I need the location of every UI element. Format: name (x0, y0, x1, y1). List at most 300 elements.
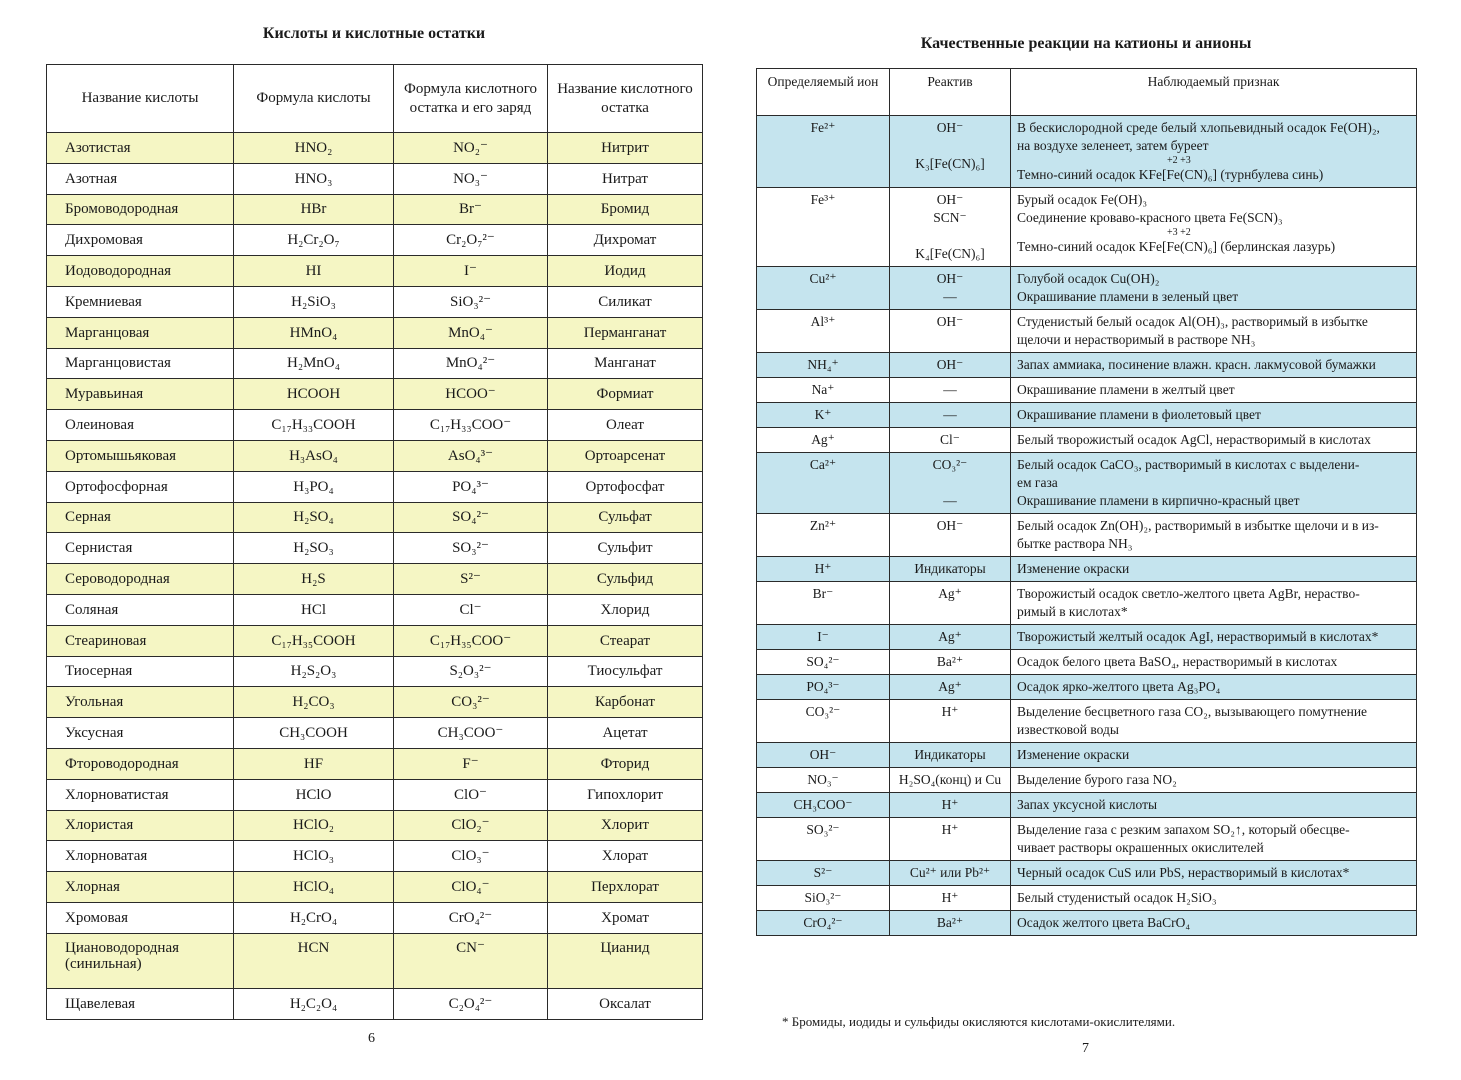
sign-cell (1011, 625, 1417, 650)
ion-cell: Ca²⁺ (757, 453, 890, 514)
reagent-cell (890, 428, 1011, 453)
sign-cell (1011, 188, 1417, 267)
residue-name-cell: Хромат (548, 902, 703, 933)
residue-formula-cell: F⁻ (394, 748, 548, 779)
sign-cell (1011, 793, 1417, 818)
ion-cell: NO₃⁻ (757, 768, 890, 793)
acid-row (47, 718, 703, 749)
sign-cell (1011, 403, 1417, 428)
sign-line: Окрашивание пламени в желтый цвет (1017, 382, 1235, 397)
acid-name-cell: Уксусная (47, 718, 234, 749)
reagent-line: H⁺ (941, 797, 959, 812)
residue-name-cell: Перхлорат (548, 872, 703, 903)
residue-formula-cell: ClO₃⁻ (394, 841, 548, 872)
reagent-cell (890, 793, 1011, 818)
reaction-row (757, 514, 1417, 557)
residue-name-cell: Хлорид (548, 594, 703, 625)
reagent-line: OH⁻ (936, 357, 964, 372)
reaction-row (757, 861, 1417, 886)
ion-cell: SO₄²⁻ (757, 650, 890, 675)
reaction-row (757, 793, 1417, 818)
reagent-line: OH⁻ (936, 192, 964, 207)
acid-name-cell: Бромоводородная (47, 194, 234, 225)
residue-formula-cell: CO₃²⁻ (394, 687, 548, 718)
acid-name-cell: Фтороводородная (47, 748, 234, 779)
residue-formula-cell: Cl⁻ (394, 594, 548, 625)
residue-name-cell: Силикат (548, 286, 703, 317)
acid-row (47, 256, 703, 287)
sign-line: Выделение бесцветного газа CO₂, вызывающего помутнение (1017, 704, 1368, 719)
acids-title: Кислоты и кислотные остатки (262, 25, 486, 42)
sign-line: известковой воды (1017, 722, 1119, 737)
ion-cell: Cu²⁺ (757, 267, 890, 310)
sign-line: бытке раствора NH₃ (1017, 536, 1133, 551)
acid-name-cell: Олеиновая (47, 410, 234, 441)
residue-name-cell: Перманганат (548, 317, 703, 348)
ion-cell: PO₄³⁻ (757, 675, 890, 700)
acid-formula-cell: H₃AsO₄ (234, 440, 394, 471)
reaction-row (757, 428, 1417, 453)
sign-line: Изменение окраски (1017, 747, 1130, 762)
residue-formula-cell: AsO₄³⁻ (394, 440, 548, 471)
sign-line: Соединение кроваво-красного цвета Fe(SCN)₃ (1017, 210, 1283, 225)
acid-formula-cell: H₂SO₄ (234, 502, 394, 533)
acid-formula-cell: HMnO₄ (234, 317, 394, 348)
reagent-line: Ag⁺ (938, 679, 962, 694)
reagent-cell (890, 625, 1011, 650)
residue-formula-cell: I⁻ (394, 256, 548, 287)
sign-line: Белый студенистый осадок H₂SiO₃ (1017, 890, 1217, 905)
reagent-cell (890, 353, 1011, 378)
sign-line: В бескислородной среде белый хлопьевидный осадок Fe(OH)₂, (1017, 120, 1380, 135)
residue-name-cell: Сульфит (548, 533, 703, 564)
acid-name-cell: Угольная (47, 687, 234, 718)
reagent-cell (890, 582, 1011, 625)
acid-row (47, 348, 703, 379)
acid-name-cell: Тиосерная (47, 656, 234, 687)
reagent-cell (890, 818, 1011, 861)
acid-row (47, 687, 703, 718)
ion-cell: Na⁺ (757, 378, 890, 403)
sign-cell (1011, 353, 1417, 378)
residue-formula-cell: S²⁻ (394, 564, 548, 595)
reagent-cell (890, 650, 1011, 675)
residue-formula-cell: ClO₂⁻ (394, 810, 548, 841)
acid-formula-cell: HI (234, 256, 394, 287)
residue-name-cell: Манганат (548, 348, 703, 379)
acid-formula-cell: H₂Cr₂O₇ (234, 225, 394, 256)
acid-formula-cell: HNO₃ (234, 163, 394, 194)
acid-name-cell: Ортомышьяковая (47, 440, 234, 471)
reagent-cell (890, 403, 1011, 428)
header-reagent: Реактив (890, 69, 1011, 116)
sign-line: Окрашивание пламени в кирпично-красный цвет (1017, 493, 1300, 508)
reagent-line: Ag⁺ (938, 586, 962, 601)
acid-formula-cell: HClO₂ (234, 810, 394, 841)
acid-row (47, 872, 703, 903)
reactions-title: Качественные реакции на катионы и анионы (920, 35, 1252, 52)
reagent-line: SCN⁻ (933, 210, 967, 225)
acid-name-cell: Ортофосфорная (47, 471, 234, 502)
reagent-line: Ba²⁺ (936, 915, 964, 930)
reaction-row (757, 310, 1417, 353)
sign-line: Выделение газа с резким запахом SO₂↑, который обесцве- (1017, 822, 1350, 837)
reaction-row (757, 267, 1417, 310)
acid-row (47, 163, 703, 194)
reagent-line: Cl⁻ (940, 432, 960, 447)
acid-formula-cell: H₃PO₄ (234, 471, 394, 502)
acid-row (47, 133, 703, 164)
reaction-row (757, 700, 1417, 743)
reaction-row (757, 743, 1417, 768)
residue-name-cell: Сульфат (548, 502, 703, 533)
acid-name-cell: Азотистая (47, 133, 234, 164)
residue-formula-cell: C₂O₄²⁻ (394, 988, 548, 1019)
header-acid-name: Название кислоты (47, 65, 234, 133)
sign-cell (1011, 514, 1417, 557)
acid-row (47, 379, 703, 410)
acid-formula-cell: H₂SiO₃ (234, 286, 394, 317)
sign-line: Осадок желтого цвета BaCrO₄ (1017, 915, 1191, 930)
sign-cell (1011, 911, 1417, 936)
acid-name-cell: Иодоводородная (47, 256, 234, 287)
reagent-line: Ag⁺ (938, 629, 962, 644)
reagent-line: OH⁻ (936, 120, 964, 135)
ion-cell: Fe³⁺ (757, 188, 890, 267)
reaction-row (757, 911, 1417, 936)
residue-name-cell: Нитрат (548, 163, 703, 194)
ion-cell: Br⁻ (757, 582, 890, 625)
reagent-line: K₄[Fe(CN)₆] (915, 246, 985, 261)
residue-name-cell: Дихромат (548, 225, 703, 256)
reaction-row (757, 650, 1417, 675)
header-sign: Наблюдаемый признак (1011, 69, 1417, 116)
acid-formula-cell: HCN (234, 933, 394, 988)
reagent-line: H₂SO₄(конц) и Cu (898, 772, 1002, 787)
acid-row (47, 779, 703, 810)
reagent-line: OH⁻ (936, 271, 964, 286)
acid-row (47, 317, 703, 348)
sign-cell (1011, 818, 1417, 861)
acids-table (46, 64, 703, 1020)
residue-formula-cell: SiO₃²⁻ (394, 286, 548, 317)
acid-row (47, 933, 703, 988)
sign-cell (1011, 886, 1417, 911)
reagent-line: Индикаторы (914, 747, 986, 762)
reagent-line: Cu²⁺ или Pb²⁺ (909, 865, 991, 880)
residue-formula-cell: C₁₇H₃₅COO⁻ (394, 625, 548, 656)
reagent-line: OH⁻ (936, 518, 964, 533)
acid-name-cell: Дихромовая (47, 225, 234, 256)
reagent-line: H⁺ (941, 822, 959, 837)
sign-cell (1011, 582, 1417, 625)
reaction-row (757, 582, 1417, 625)
reagent-line (896, 137, 1004, 155)
acid-formula-cell: C₁₇H₃₅COOH (234, 625, 394, 656)
reaction-row (757, 557, 1417, 582)
ion-cell: Ag⁺ (757, 428, 890, 453)
acid-name-cell: Стеариновая (47, 625, 234, 656)
acid-formula-cell: CH₃COOH (234, 718, 394, 749)
ion-cell: H⁺ (757, 557, 890, 582)
reagent-line: H⁺ (941, 704, 959, 719)
acid-name-cell: Хромовая (47, 902, 234, 933)
residue-name-cell: Фторид (548, 748, 703, 779)
reactions-table (756, 68, 1417, 936)
sign-line: Темно-синий осадок KFe[Fe(CN)₆] (берлинская лазурь) (1017, 239, 1336, 254)
acid-row (47, 988, 703, 1019)
sign-line: щелочи и нерастворимый в растворе NH₃ (1017, 332, 1256, 347)
reactions-header-row (757, 69, 1417, 116)
reaction-row (757, 675, 1417, 700)
residue-formula-cell: MnO₄²⁻ (394, 348, 548, 379)
acid-name-cell: Хлорноватая (47, 841, 234, 872)
acid-name-cell: Хлорноватистая (47, 779, 234, 810)
acid-formula-cell: HCl (234, 594, 394, 625)
reaction-row (757, 818, 1417, 861)
sign-cell (1011, 743, 1417, 768)
sign-line: римый в кислотах* (1017, 604, 1128, 619)
reaction-row (757, 768, 1417, 793)
residue-formula-cell: CN⁻ (394, 933, 548, 988)
residue-formula-cell: SO₄²⁻ (394, 502, 548, 533)
acid-row (47, 810, 703, 841)
ion-cell: SiO₃²⁻ (757, 886, 890, 911)
residue-formula-cell: ClO⁻ (394, 779, 548, 810)
acid-row (47, 902, 703, 933)
reagent-line: K₃[Fe(CN)₆] (915, 156, 985, 171)
reaction-row (757, 353, 1417, 378)
sign-line: Осадок ярко-желтого цвета Ag₃PO₄ (1017, 679, 1221, 694)
reagent-line (896, 474, 1004, 492)
acid-formula-cell: HClO₄ (234, 872, 394, 903)
residue-formula-cell: PO₄³⁻ (394, 471, 548, 502)
residue-name-cell: Сульфид (548, 564, 703, 595)
acid-name-cell: Марганцовистая (47, 348, 234, 379)
reagent-line: — (943, 289, 957, 304)
sign-line: на воздухе зеленеет, затем буреет (1017, 138, 1209, 153)
left-page (0, 0, 730, 1080)
right-page (730, 0, 1461, 1080)
acid-formula-cell: HF (234, 748, 394, 779)
ion-cell: SO₃²⁻ (757, 818, 890, 861)
sign-cell (1011, 700, 1417, 743)
residue-formula-cell: HCOO⁻ (394, 379, 548, 410)
sign-cell (1011, 310, 1417, 353)
sign-line: ем газа (1017, 475, 1058, 490)
reagent-cell (890, 116, 1011, 188)
residue-name-cell: Стеарат (548, 625, 703, 656)
sign-line: Темно-синий осадок KFe[Fe(CN)₆] (турнбулева синь) (1017, 167, 1324, 182)
sign-cell (1011, 378, 1417, 403)
reagent-cell (890, 700, 1011, 743)
ion-cell: CH₃COO⁻ (757, 793, 890, 818)
sign-line: +3 +2 (1167, 227, 1191, 238)
residue-name-cell: Карбонат (548, 687, 703, 718)
residue-formula-cell: CH₃COO⁻ (394, 718, 548, 749)
acid-formula-cell: HCOOH (234, 379, 394, 410)
ion-cell: K⁺ (757, 403, 890, 428)
sign-line: Голубой осадок Cu(OH)₂ (1017, 271, 1160, 286)
acid-row (47, 656, 703, 687)
reagent-cell (890, 557, 1011, 582)
acid-name-cell: Циановодородная (синильная) (47, 933, 234, 988)
acid-formula-cell: H₂S₂O₃ (234, 656, 394, 687)
reagent-line (896, 227, 1004, 245)
residue-name-cell: Бромид (548, 194, 703, 225)
sign-cell (1011, 267, 1417, 310)
reaction-row (757, 403, 1417, 428)
reagent-cell (890, 188, 1011, 267)
residue-formula-cell: NO₃⁻ (394, 163, 548, 194)
acid-name-cell: Азотная (47, 163, 234, 194)
ion-cell: CrO₄²⁻ (757, 911, 890, 936)
sign-cell (1011, 453, 1417, 514)
acid-row (47, 471, 703, 502)
reaction-row (757, 116, 1417, 188)
sign-line: Творожистый осадок светло-желтого цвета AgBr, нераство- (1017, 586, 1360, 601)
residue-name-cell: Ацетат (548, 718, 703, 749)
residue-formula-cell: MnO₄⁻ (394, 317, 548, 348)
residue-name-cell: Хлорат (548, 841, 703, 872)
sign-line: Запах уксусной кислоты (1017, 797, 1158, 812)
sign-cell (1011, 116, 1417, 188)
acid-name-cell: Сероводородная (47, 564, 234, 595)
reagent-line: H⁺ (941, 890, 959, 905)
acid-formula-cell: C₁₇H₃₃COOH (234, 410, 394, 441)
sign-line: Белый осадок CaCO₃, растворимый в кислотах с выделени- (1017, 457, 1360, 472)
footnote: * Бромиды, иодиды и сульфиды окисляются кислотами-окислителями. (782, 1014, 1176, 1029)
sign-line: Белый осадок Zn(OH)₂, растворимый в избытке щелочи и в из- (1017, 518, 1379, 533)
reaction-row (757, 378, 1417, 403)
sign-line: Выделение бурого газа NO₂ (1017, 772, 1177, 787)
acid-name-cell: Кремниевая (47, 286, 234, 317)
acid-name-cell: Марганцовая (47, 317, 234, 348)
residue-name-cell: Иодид (548, 256, 703, 287)
header-residue-formula: Формула кислотного остатка и его заряд (394, 65, 548, 133)
acid-row (47, 194, 703, 225)
ion-cell: I⁻ (757, 625, 890, 650)
sign-line: Изменение окраски (1017, 561, 1130, 576)
sign-cell (1011, 428, 1417, 453)
sign-cell (1011, 675, 1417, 700)
reaction-row (757, 453, 1417, 514)
reagent-cell (890, 675, 1011, 700)
acid-row (47, 564, 703, 595)
reagent-cell (890, 453, 1011, 514)
reagent-cell (890, 768, 1011, 793)
residue-formula-cell: Br⁻ (394, 194, 548, 225)
acid-row (47, 748, 703, 779)
header-residue-name: Название кислотного остатка (548, 65, 703, 133)
ion-cell: NH₄⁺ (757, 353, 890, 378)
header-ion: Определяемый ион (757, 69, 890, 116)
acid-formula-cell: HClO₃ (234, 841, 394, 872)
reagent-cell (890, 861, 1011, 886)
acid-formula-cell: HNO₂ (234, 133, 394, 164)
residue-formula-cell: NO₂⁻ (394, 133, 548, 164)
acid-name-cell: Серная (47, 502, 234, 533)
acid-row (47, 286, 703, 317)
residue-name-cell: Хлорит (548, 810, 703, 841)
acid-formula-cell: H₂SO₃ (234, 533, 394, 564)
reagent-line: — (943, 493, 957, 508)
reagent-line: Ba²⁺ (936, 654, 964, 669)
page-number-left: 6 (368, 1031, 375, 1046)
reagent-cell (890, 911, 1011, 936)
ion-cell: S²⁻ (757, 861, 890, 886)
residue-name-cell: Нитрит (548, 133, 703, 164)
sign-cell (1011, 650, 1417, 675)
ion-cell: Zn²⁺ (757, 514, 890, 557)
sign-line: Творожистый желтый осадок AgI, нерастворимый в кислотах* (1017, 629, 1379, 644)
acid-row (47, 502, 703, 533)
residue-formula-cell: S₂O₃²⁻ (394, 656, 548, 687)
acid-name-cell: Щавелевая (47, 988, 234, 1019)
header-acid-formula: Формула кислоты (234, 65, 394, 133)
sign-line: Окрашивание пламени в зеленый цвет (1017, 289, 1239, 304)
ion-cell: Fe²⁺ (757, 116, 890, 188)
residue-formula-cell: SO₃²⁻ (394, 533, 548, 564)
sign-line: +2 +3 (1167, 155, 1191, 166)
reagent-cell (890, 378, 1011, 403)
reagent-line: — (943, 382, 957, 397)
sign-cell (1011, 768, 1417, 793)
acid-row (47, 410, 703, 441)
reagent-line: — (943, 407, 957, 422)
reagent-cell (890, 743, 1011, 768)
sign-line: Окрашивание пламени в фиолетовый цвет (1017, 407, 1261, 422)
acid-formula-cell: H₂S (234, 564, 394, 595)
reaction-row (757, 188, 1417, 267)
sign-line: Черный осадок CuS или PbS, нерастворимый в кислотах* (1017, 865, 1350, 880)
acid-formula-cell: HBr (234, 194, 394, 225)
sign-line: чивает растворы окрашенных окислителей (1017, 840, 1264, 855)
acid-row (47, 594, 703, 625)
acids-header-row (47, 65, 703, 133)
reagent-cell (890, 310, 1011, 353)
residue-name-cell: Оксалат (548, 988, 703, 1019)
residue-formula-cell: CrO₄²⁻ (394, 902, 548, 933)
acid-row (47, 625, 703, 656)
acid-row (47, 841, 703, 872)
acid-formula-cell: H₂CO₃ (234, 687, 394, 718)
sign-line: Студенистый белый осадок Al(OH)₃, растворимый в избытке (1017, 314, 1368, 329)
reagent-cell (890, 886, 1011, 911)
acid-formula-cell: HClO (234, 779, 394, 810)
ion-cell: Al³⁺ (757, 310, 890, 353)
acid-formula-cell: H₂MnO₄ (234, 348, 394, 379)
acid-name-cell: Хлористая (47, 810, 234, 841)
ion-cell: CO₃²⁻ (757, 700, 890, 743)
acid-row (47, 225, 703, 256)
residue-name-cell: Ортоарсенат (548, 440, 703, 471)
sign-line: Бурый осадок Fe(OH)₃ (1017, 192, 1148, 207)
residue-formula-cell: ClO₄⁻ (394, 872, 548, 903)
acid-row (47, 440, 703, 471)
residue-name-cell: Формиат (548, 379, 703, 410)
reagent-line: OH⁻ (936, 314, 964, 329)
acid-formula-cell: H₂CrO₄ (234, 902, 394, 933)
acid-row (47, 533, 703, 564)
residue-name-cell: Гипохлорит (548, 779, 703, 810)
reagent-cell (890, 267, 1011, 310)
acid-name-cell: Муравьиная (47, 379, 234, 410)
reaction-row (757, 625, 1417, 650)
ion-cell: OH⁻ (757, 743, 890, 768)
residue-name-cell: Тиосульфат (548, 656, 703, 687)
page-number-right: 7 (1082, 1041, 1089, 1056)
